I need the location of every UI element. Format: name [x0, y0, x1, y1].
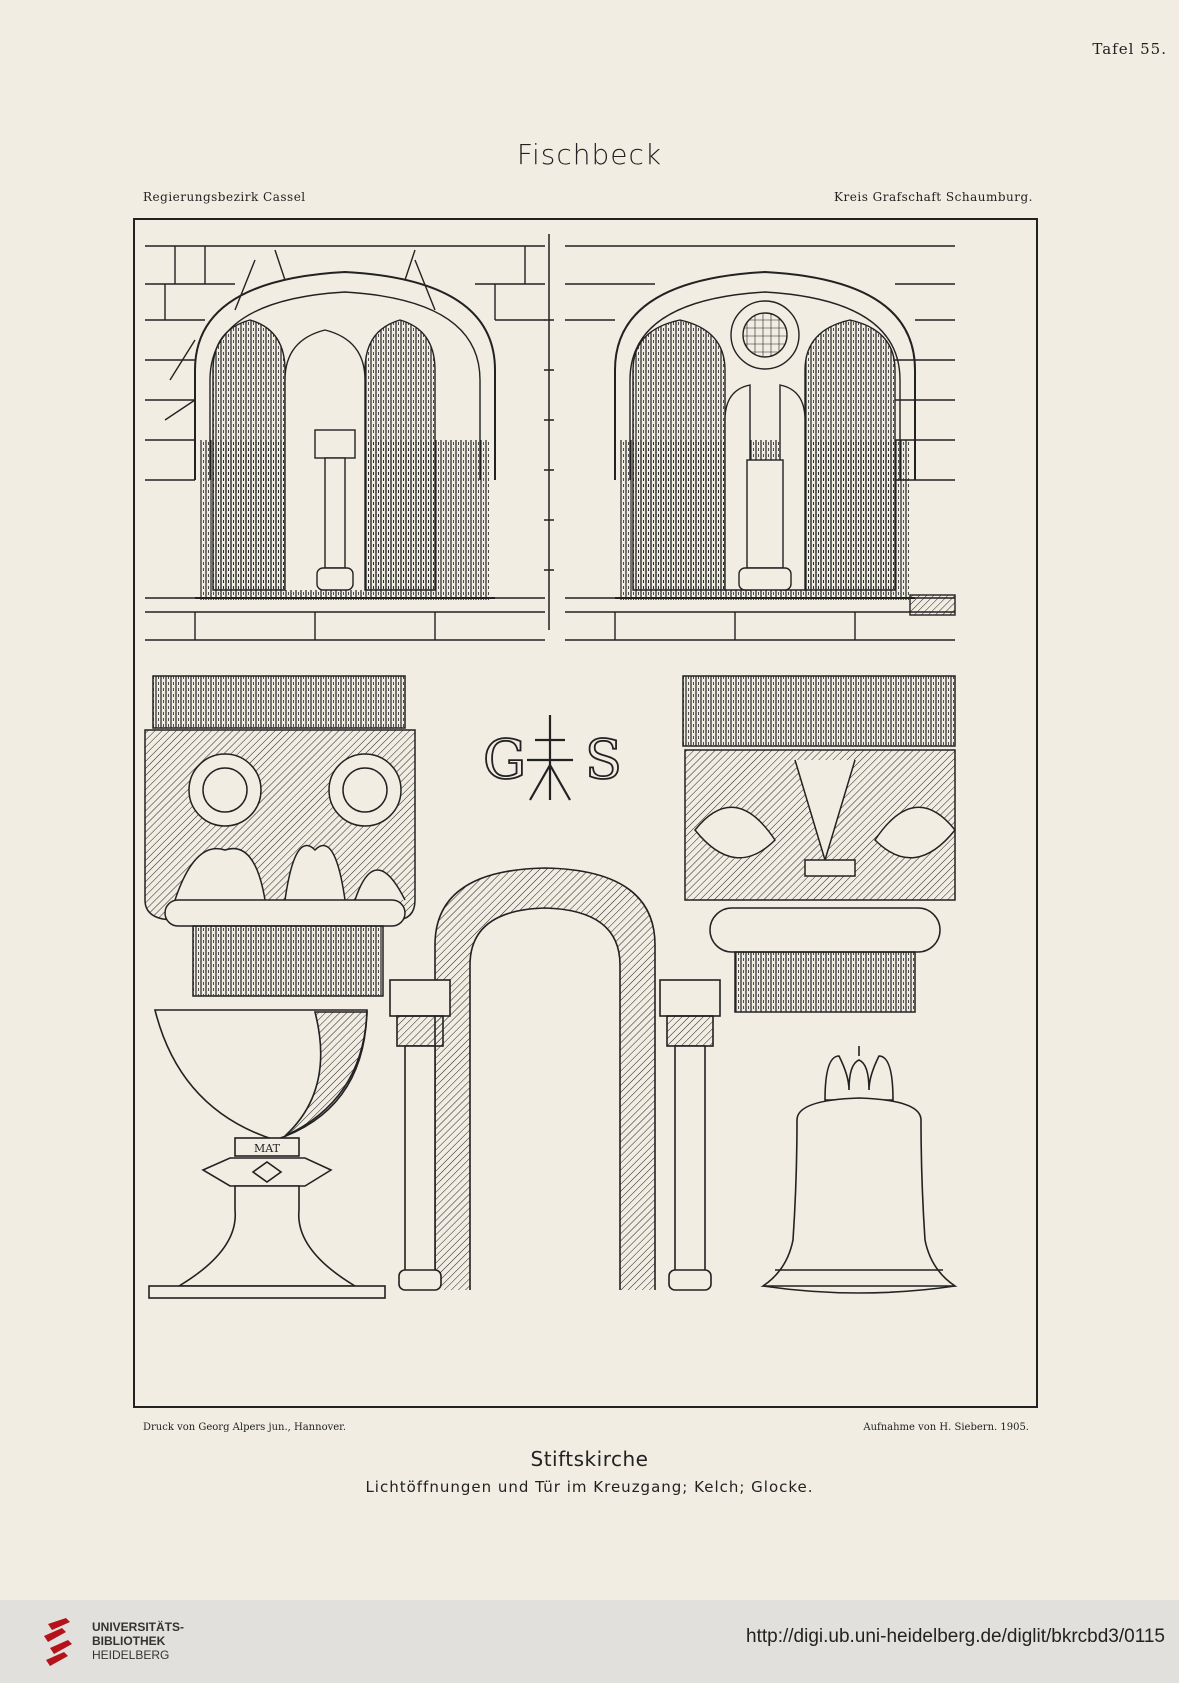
library-name-line3: HEIDELBERG: [92, 1648, 170, 1662]
monogram-letter-g: G: [483, 728, 527, 791]
capital-left: [145, 676, 415, 996]
survey-credit: Aufnahme von H. Siebern. 1905.: [863, 1422, 1029, 1433]
cross-mark-icon: [527, 715, 573, 800]
chalice-band-inscription: MAT: [254, 1142, 280, 1155]
permalink-url[interactable]: http://digi.ub.uni-heidelberg.de/diglit/bkrcbd3/0115: [746, 1626, 1165, 1647]
plate-number: Tafel 55.: [1092, 40, 1167, 58]
window-right: [565, 246, 955, 640]
library-name-line1: UNIVERSITÄTS-: [92, 1620, 185, 1634]
library-logo-icon[interactable]: [40, 1614, 82, 1670]
monogram: [483, 715, 622, 800]
caption-title: Stiftskirche: [530, 1447, 649, 1471]
doorway: [390, 868, 720, 1290]
window-left: [145, 246, 545, 640]
printer-credit: Druck von Georg Alpers jun., Hannover.: [143, 1422, 347, 1433]
plate-frame: [133, 218, 1038, 1408]
region-label-right: Kreis Grafschaft Schaumburg.: [834, 190, 1033, 204]
monogram-letter-s: S: [585, 728, 622, 791]
library-footer: [0, 1600, 1179, 1683]
caption-subtitle: Lichtöffnungen und Tür im Kreuzgang; Kelch; Glocke.: [365, 1478, 814, 1496]
chalice: [149, 1010, 385, 1298]
library-name-line2: BIBLIOTHEK: [92, 1634, 166, 1648]
page-title: Fischbeck: [516, 138, 663, 171]
library-name[interactable]: [92, 1620, 184, 1662]
bell: [763, 1046, 955, 1293]
capital-right: [683, 676, 955, 1012]
divider-line: [544, 234, 554, 630]
region-label-left: Regierungsbezirk Cassel: [143, 190, 306, 204]
architectural-drawings: [135, 220, 1036, 1406]
